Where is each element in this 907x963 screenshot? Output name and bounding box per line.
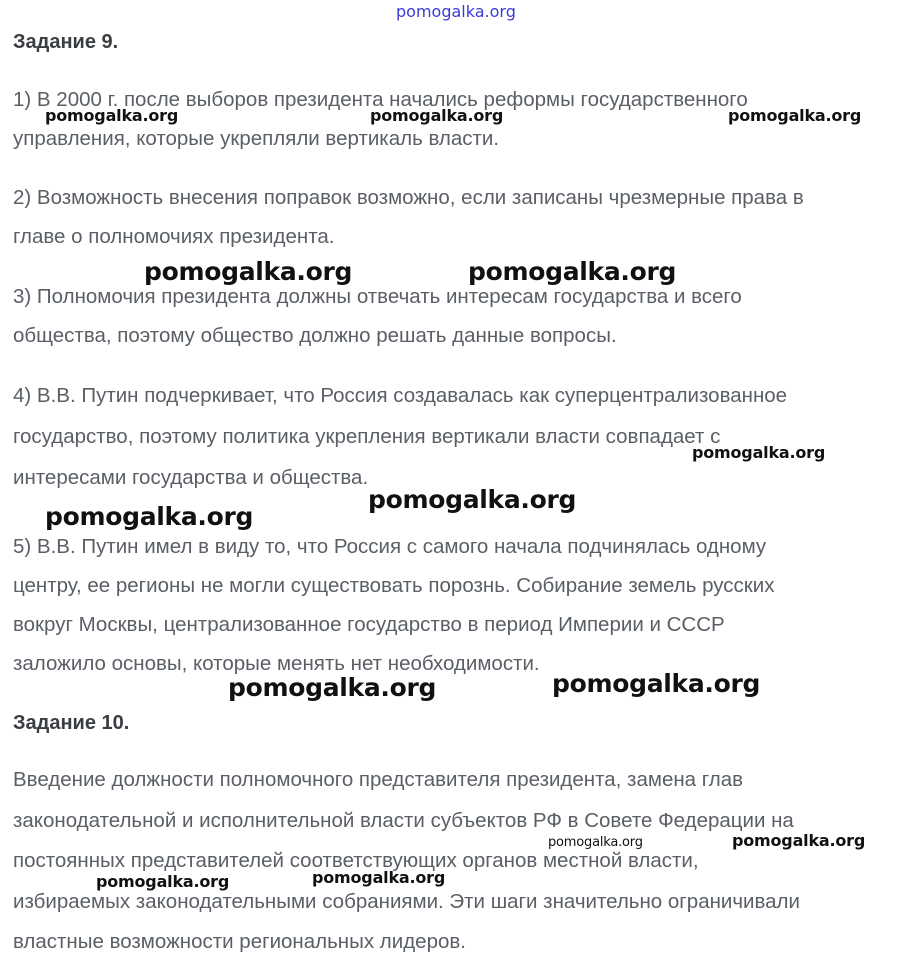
text-line: 3) Полномочия президента должны отвечать интересам государства и всего	[13, 285, 742, 308]
text-line: избираемых законодательными собраниями. Эти шаги значительно ограничивали	[13, 889, 800, 913]
text-line: главе о полномочиях президента.	[13, 225, 335, 248]
text-line: Введение должности полномочного представителя президента, замена глав	[13, 768, 744, 791]
text-line: 2) Возможность внесения поправок возможно, если записаны чрезмерные права в	[13, 186, 804, 209]
task-9-answer-5	[13, 527, 905, 683]
watermark: pomogalka.org	[692, 443, 826, 462]
task-9-heading: Задание 9.	[13, 31, 119, 53]
task-10-heading: Задание 10.	[13, 712, 130, 734]
text-line: государство, поэтому политика укрепления вертикали власти совпадает с	[13, 425, 721, 448]
text-line: центру, ее регионы не могли существовать порознь. Собирание земель русских	[13, 574, 775, 597]
text-line: 5) В.В. Путин имел в виду то, что Россия с самого начала подчинялась одному	[13, 535, 767, 558]
task-9-answer-4	[13, 375, 905, 498]
text-line: заложило основы, которые менять нет необходимости.	[13, 652, 540, 675]
task-9-answer-2	[13, 178, 905, 256]
text-line: управления, которые укрепляли вертикаль власти.	[13, 127, 500, 150]
watermark: pomogalka.org	[228, 673, 437, 702]
text-line: общества, поэтому общество должно решать данные вопросы.	[13, 324, 617, 347]
header-watermark: pomogalka.org	[396, 2, 516, 21]
watermark: pomogalka.org	[468, 257, 677, 286]
watermark: pomogalka.org	[728, 106, 862, 125]
text-line: 1) В 2000 г. после выборов президента начались реформы государственного	[13, 88, 748, 111]
task-10-answer	[13, 760, 905, 963]
watermark: pomogalka.org	[552, 669, 761, 698]
watermark: pomogalka.org	[548, 835, 643, 850]
watermark: pomogalka.org	[144, 257, 353, 286]
watermark: pomogalka.org	[45, 502, 254, 531]
text-line: 4) В.В. Путин подчеркивает, что Россия создавалась как суперцентрализованное	[13, 384, 788, 407]
text-line: властные возможности региональных лидеров.	[13, 930, 466, 953]
watermark: pomogalka.org	[45, 106, 179, 125]
watermark: pomogalka.org	[96, 872, 230, 891]
task-9-answer-3	[13, 277, 905, 355]
watermark: pomogalka.org	[732, 831, 866, 850]
text-line: постоянных представителей соответствующих органов местной власти,	[13, 849, 699, 872]
text-line: законодательной и исполнительной власти субъектов РФ в Совете Федерации на	[13, 808, 794, 832]
watermark: pomogalka.org	[312, 868, 446, 887]
text-line: интересами государства и общества.	[13, 466, 369, 489]
text-line: вокруг Москвы, централизованное государство в период Империи и СССР	[13, 613, 725, 636]
watermark: pomogalka.org	[370, 106, 504, 125]
watermark: pomogalka.org	[368, 485, 577, 514]
